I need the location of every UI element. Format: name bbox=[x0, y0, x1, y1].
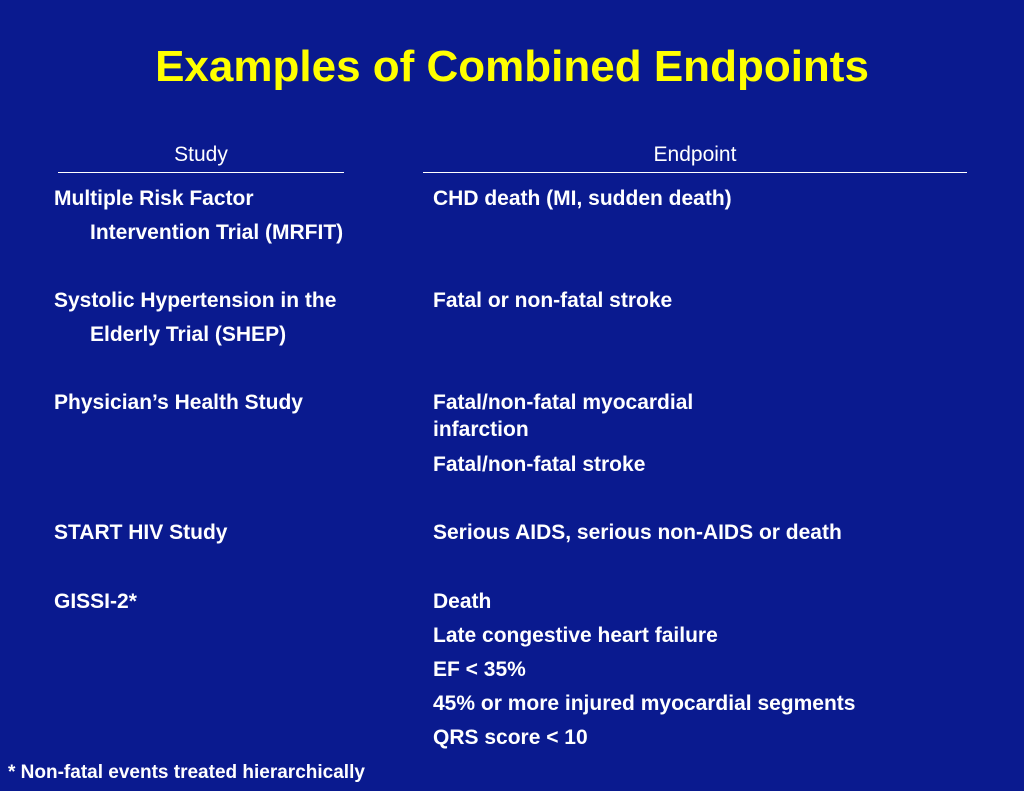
endpoint-item: Death bbox=[433, 590, 492, 613]
study-name: START HIV Study bbox=[54, 521, 228, 544]
study-name: Systolic Hypertension in the bbox=[54, 289, 337, 312]
endpoint-item: QRS score < 10 bbox=[433, 726, 588, 749]
endpoint-item: 45% or more injured myocardial segments bbox=[433, 692, 856, 715]
footnote: * Non-fatal events treated hierarchically bbox=[8, 762, 365, 783]
endpoint-item: EF < 35% bbox=[433, 658, 526, 681]
endpoint-item: Serious AIDS, serious non-AIDS or death bbox=[433, 521, 842, 544]
endpoint-header-underline bbox=[423, 172, 967, 173]
study-column-header: Study bbox=[174, 143, 228, 166]
study-name-continuation: Elderly Trial (SHEP) bbox=[90, 323, 287, 346]
endpoint-item: Fatal/non-fatal myocardial bbox=[433, 391, 694, 414]
endpoint-column-header: Endpoint bbox=[653, 143, 737, 166]
endpoint-item: Late congestive heart failure bbox=[433, 624, 718, 647]
endpoint-item-continuation: infarction bbox=[433, 418, 529, 441]
endpoint-item: CHD death (MI, sudden death) bbox=[433, 187, 732, 210]
study-name: GISSI-2* bbox=[54, 590, 137, 613]
slide-title: Examples of Combined Endpoints bbox=[155, 42, 869, 91]
study-header-underline bbox=[58, 172, 344, 173]
study-name-continuation: Intervention Trial (MRFIT) bbox=[90, 221, 344, 244]
study-name: Physician’s Health Study bbox=[54, 391, 303, 414]
endpoint-item: Fatal/non-fatal stroke bbox=[433, 453, 646, 476]
study-name: Multiple Risk Factor bbox=[54, 187, 254, 210]
endpoint-item: Fatal or non-fatal stroke bbox=[433, 289, 673, 312]
